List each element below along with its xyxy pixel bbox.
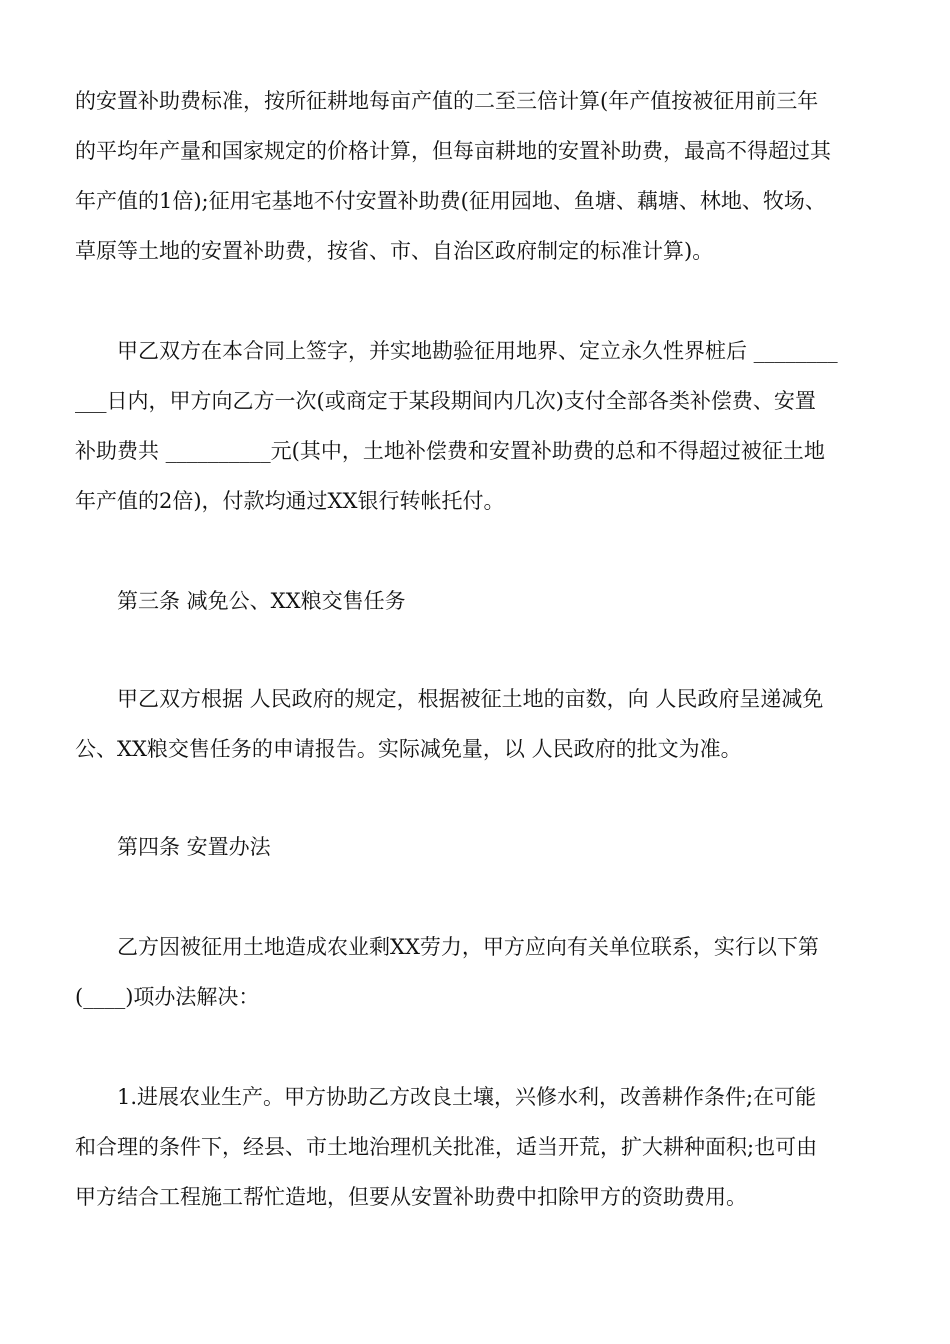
paragraph-payment-terms <box>75 326 895 526</box>
article-4-heading: 第四条 安置办法 <box>75 835 271 859</box>
text-line: 1.进展农业生产。甲方协助乙方改良土壤，兴修水利，改善耕作条件;在可能 <box>75 1085 817 1109</box>
text-line: ___日内，甲方向乙方一次(或商定于某段期间内几次)支付全部各类补偿费、安置 <box>75 389 816 413</box>
paragraph-surplus-labor <box>75 922 895 1022</box>
text-line: 年产值的1倍);征用宅基地不付安置补助费(征用园地、鱼塘、藕塘、林地、牧场、 <box>75 189 826 213</box>
text-line: 的安置补助费标准，按所征耕地每亩产值的二至三倍计算(年产值按被征用前三年 <box>75 89 819 113</box>
text-line: 甲方结合工程施工帮忙造地，但要从安置补助费中扣除甲方的资助费用。 <box>75 1185 747 1209</box>
article-3-heading: 第三条 减免公、XX粮交售任务 <box>75 589 406 613</box>
paragraph-agricultural-development <box>75 1072 895 1222</box>
text-line: 年产值的2倍)，付款均通过XX银行转帐托付。 <box>75 489 505 513</box>
paragraph-resettlement-standard <box>75 76 895 276</box>
paragraph-grain-quota-reduction <box>75 674 895 774</box>
text-line: 甲乙双方在本合同上签字，并实地勘验征用地界、定立永久性界桩后 ________ <box>75 339 838 363</box>
text-line: 和合理的条件下，经县、市土地治理机关批准，适当开荒，扩大耕种面积;也可由 <box>75 1135 818 1159</box>
text-line: 补助费共 __________元(其中，土地补偿费和安置补助费的总和不得超过被征土地 <box>75 439 825 463</box>
text-line: 草原等土地的安置补助费，按省、市、自治区政府制定的标准计算)。 <box>75 239 714 263</box>
text-line: 公、XX粮交售任务的申请报告。实际减免量，以 人民政府的批文为准。 <box>75 737 742 761</box>
text-line: 甲乙双方根据 人民政府的规定，根据被征土地的亩数，向 人民政府呈递减免 <box>75 687 824 711</box>
text-line: (____)项办法解决： <box>75 985 260 1009</box>
text-line: 的平均年产量和国家规定的价格计算，但每亩耕地的安置补助费，最高不得超过其 <box>75 139 831 163</box>
text-line: 乙方因被征用土地造成农业剩XX劳力，甲方应向有关单位联系，实行以下第 <box>75 935 819 959</box>
